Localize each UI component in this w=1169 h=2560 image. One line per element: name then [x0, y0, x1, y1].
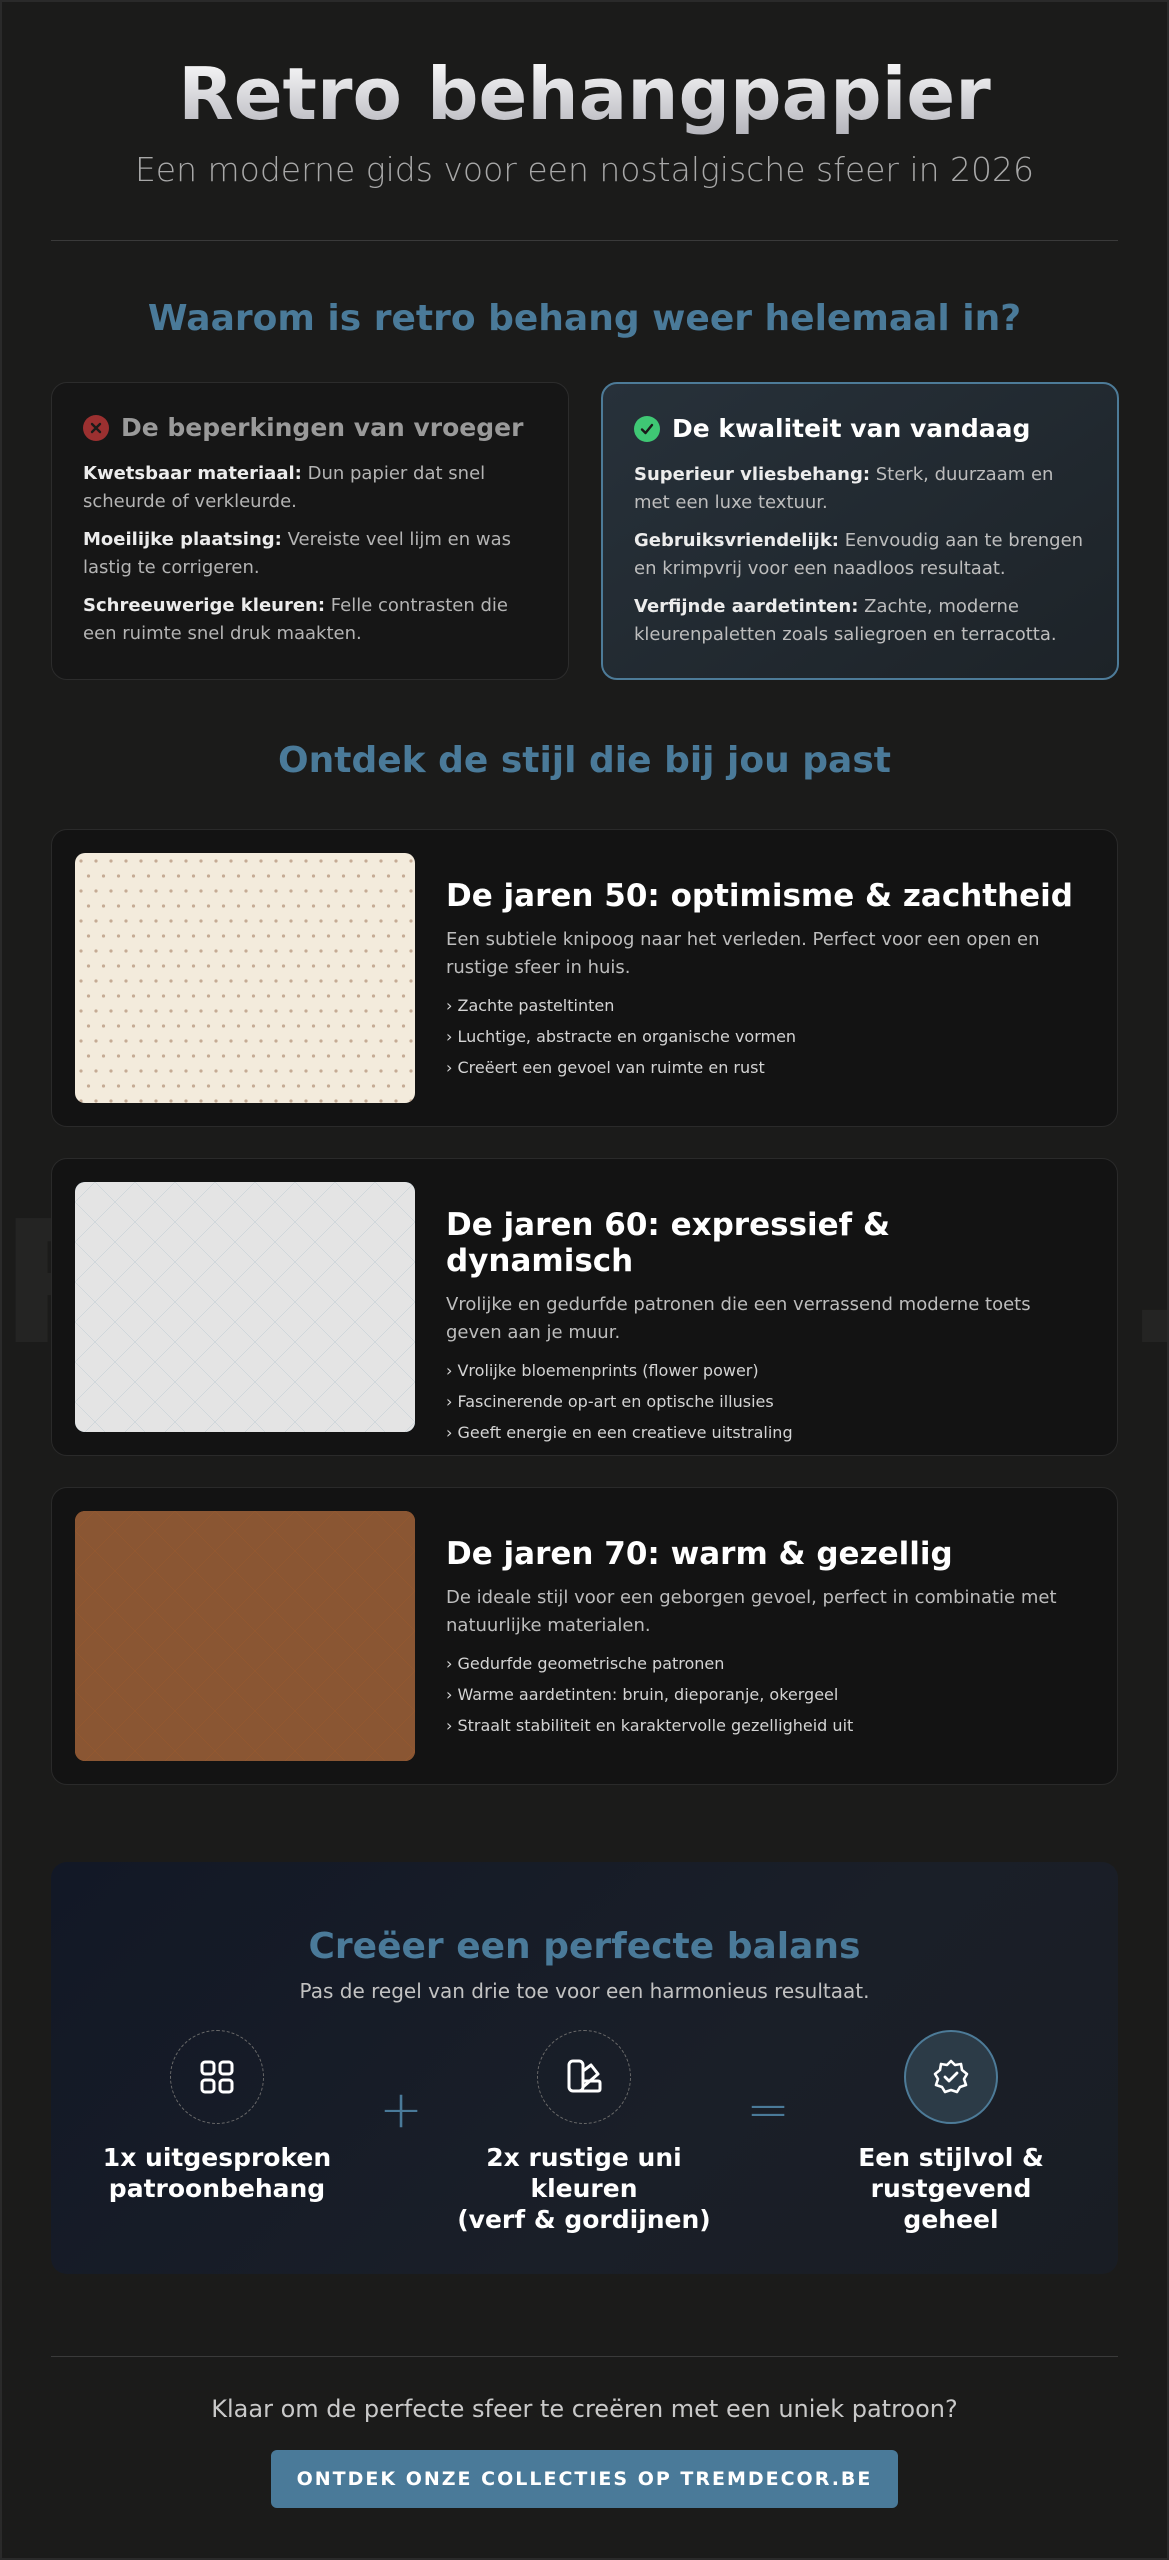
balance-subtitle: Pas de regel van drie toe voor een harmonieus resultaat. — [299, 1979, 870, 2003]
style-card-70s — [51, 1487, 1118, 1785]
plus-operator: + — [379, 2080, 423, 2140]
old-point: Kwetsbaar materiaal: Dun papier dat snel scheurde of verkleurde. — [83, 463, 486, 512]
balance-title: Creëer een perfecte balans — [308, 1926, 861, 1967]
style-bullet: › Zachte pasteltinten — [446, 996, 615, 1015]
style-card-50s — [51, 829, 1118, 1127]
collections-button[interactable]: ONTDEK ONZE COLLECTIES OP TREMDECOR.BE — [271, 2450, 898, 2508]
balance-step-pattern — [77, 2030, 357, 2204]
style-bullet: › Gedurfde geometrische patronen — [446, 1654, 725, 1673]
check-badge-icon — [931, 2057, 971, 2097]
check-circle-icon — [634, 416, 660, 442]
style-bullet: › Straalt stabiliteit en karaktervolle gezelligheid uit — [446, 1716, 854, 1735]
cta-question: Klaar om de perfecte sfeer te creëren met een uniek patroon? — [211, 2395, 958, 2423]
new-card-title: De kwaliteit van vandaag — [672, 414, 1031, 443]
page-subtitle: Een moderne gids voor een nostalgische sfeer in 2026 — [134, 150, 1035, 189]
style-description: Een subtiele knipoog naar het verleden. Perfect voor een open en rustige sfeer in huis. — [446, 929, 1040, 978]
footer-divider — [51, 2356, 1118, 2357]
old-point: Moeilijke plaatsing: Vereiste veel lijm en was lastig te corrigeren. — [83, 529, 512, 578]
why-heading: Waarom is retro behang weer helemaal in? — [147, 298, 1022, 339]
style-bullet: › Geeft energie en een creatieve uitstraling — [446, 1423, 793, 1442]
equals-operator: = — [746, 2080, 790, 2140]
old-limitations-card — [51, 382, 569, 680]
pattern-swatch-diamond-orange — [75, 1511, 415, 1761]
old-card-title: De beperkingen van vroeger — [121, 413, 524, 442]
style-title: De jaren 50: optimisme & zachtheid — [446, 878, 1073, 914]
styles-heading: Ontdek de stijl die bij jou past — [278, 740, 891, 781]
old-point: Schreeuwerige kleuren: Felle contrasten die een ruimte snel druk maakten. — [83, 595, 508, 644]
header-divider — [51, 240, 1118, 241]
step-label: 1x uitgesproken patroonbehang — [102, 2143, 332, 2203]
pattern-swatch-dots — [75, 853, 415, 1103]
balance-step-plain — [444, 2030, 724, 2235]
new-point: Superieur vliesbehang: Sterk, duurzaam en met een luxe textuur. — [634, 464, 1054, 513]
style-bullet: › Fascinerende op-art en optische illusies — [446, 1392, 774, 1411]
new-point: Verfijnde aardetinten: Zachte, moderne kleurenpaletten zoals saliegroen en terracotta. — [634, 596, 1057, 645]
style-bullet: › Creëert een gevoel van ruimte en rust — [446, 1058, 765, 1077]
balance-panel — [51, 1862, 1118, 2274]
pattern-swatch-diamond-blue — [75, 1182, 415, 1432]
style-title: De jaren 70: warm & gezellig — [446, 1536, 953, 1572]
style-description: Vrolijke en gedurfde patronen die een verrassend moderne toets geven aan je muur. — [446, 1294, 1031, 1343]
grid-icon — [197, 2057, 237, 2097]
step-label: Een stijlvol & rustgevend geheel — [858, 2143, 1044, 2234]
x-circle-icon — [83, 415, 109, 441]
style-title: De jaren 60: expressief & dynamisch — [446, 1207, 890, 1279]
style-card-60s — [51, 1158, 1118, 1456]
style-bullet: › Luchtige, abstracte en organische vormen — [446, 1027, 797, 1046]
swatches-icon — [564, 2057, 604, 2097]
style-bullet: › Vrolijke bloemenprints (flower power) — [446, 1361, 759, 1380]
new-quality-card — [601, 382, 1119, 680]
style-description: De ideale stijl voor een geborgen gevoel, perfect in combinatie met natuurlijke materialen. — [446, 1587, 1057, 1636]
page-title: Retro behangpapier — [0, 52, 1169, 136]
style-bullet: › Warme aardetinten: bruin, dieporanje, okergeel — [446, 1685, 839, 1704]
step-label: 2x rustige uni kleuren (verf & gordijnen) — [457, 2143, 711, 2234]
balance-step-result — [811, 2030, 1091, 2235]
new-point: Gebruiksvriendelijk: Eenvoudig aan te brengen en krimpvrij voor een naadloos resultaat. — [634, 530, 1084, 579]
